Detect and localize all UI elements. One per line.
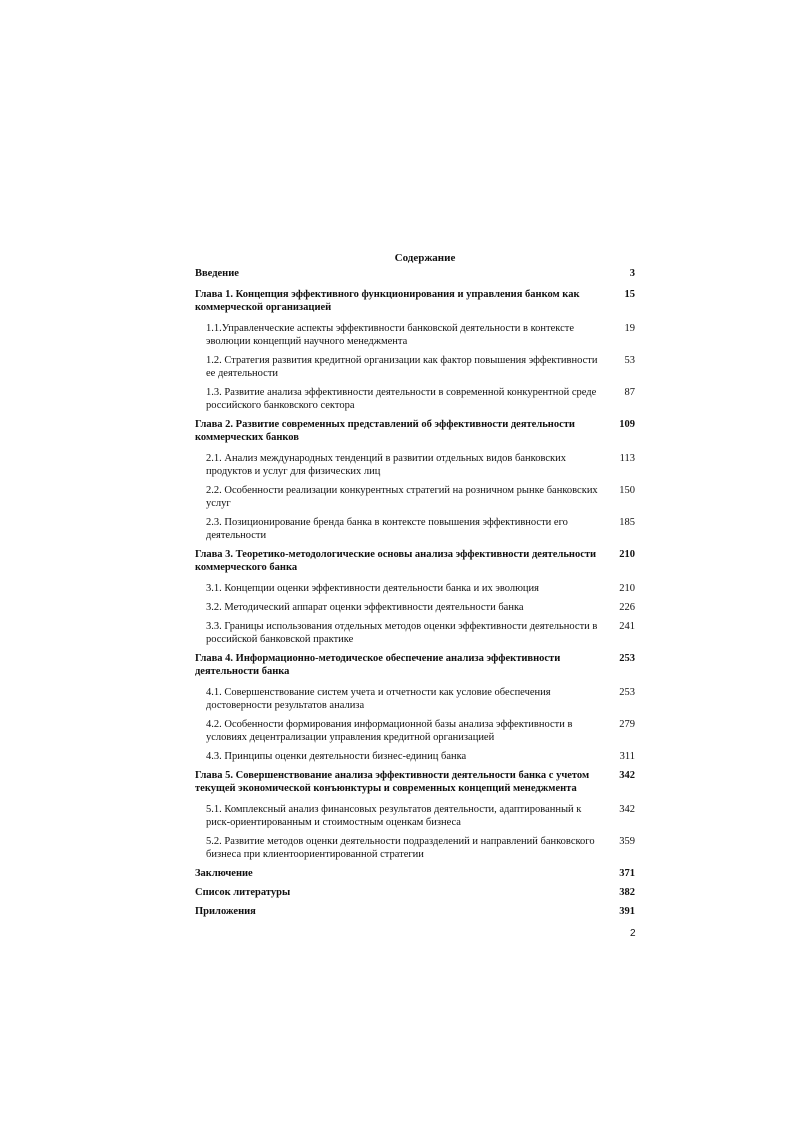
toc-entry-title: 4.3. Принципы оценки деятельности бизнес-единиц банка	[206, 751, 467, 762]
toc-entry-page: 109	[619, 419, 635, 430]
toc-entry-page: 241	[619, 621, 635, 632]
toc-entry-page: 3	[629, 268, 635, 279]
toc-entry	[195, 484, 635, 510]
toc-entry-page: 15	[624, 289, 635, 300]
toc-entry-title: 2.1. Анализ международных тенденций в развитии отдельных видов банковских продуктов и услуг для физических лиц	[206, 453, 566, 477]
toc-entry	[195, 886, 635, 899]
toc-entry-title: 2.3. Позиционирование бренда банка в контексте повышения эффективности его деятельности	[206, 517, 568, 541]
toc-entry-page: 150	[619, 485, 635, 496]
toc-entry-page: 382	[619, 887, 635, 898]
toc-entry-page: 253	[619, 687, 635, 698]
toc-entry	[195, 452, 635, 478]
toc-entry-title: Глава 2. Развитие современных представлений об эффективности деятельности коммерческих банков	[195, 419, 575, 443]
toc-entry-title: 3.1. Концепции оценки эффективности деятельности банка и их эволюция	[206, 583, 539, 594]
toc-entry-title: 1.3. Развитие анализа эффективности деятельности в современной конкурентной среде российского банковского сектора	[206, 387, 597, 411]
toc-entry	[195, 620, 635, 646]
toc-entry-page: 342	[619, 770, 635, 781]
toc-entry	[195, 750, 635, 763]
toc-entry-title: 4.1. Совершенствование систем учета и отчетности как условие обеспечения достоверности результатов анализа	[206, 687, 551, 711]
toc-entry	[195, 548, 635, 574]
toc-entry	[195, 803, 635, 829]
toc-entry	[195, 905, 635, 918]
toc-entry-page: 342	[619, 804, 635, 815]
toc-entry-title: 5.2. Развитие методов оценки деятельности подразделений и направлений банковского бизнеса при клиентоориентированной стратегии	[206, 836, 595, 860]
toc-entry-page: 371	[619, 868, 635, 879]
toc-entry-title: 5.1. Комплексный анализ финансовых результатов деятельности, адаптированный к риск-ориентированным и стоимостным оценкам бизнеса	[206, 804, 582, 828]
toc-entry-page: 185	[619, 517, 635, 528]
toc-entry	[195, 267, 635, 280]
toc-entry	[195, 386, 635, 412]
toc-entry-page: 210	[619, 583, 635, 594]
toc-entry	[195, 867, 635, 880]
table-of-contents	[195, 267, 635, 924]
toc-entry-title: 1.2. Стратегия развития кредитной организации как фактор повышения эффективности ее деятельности	[206, 355, 598, 379]
toc-entry-page: 226	[619, 602, 635, 613]
toc-entry-title: Глава 1. Концепция эффективного функционирования и управления банком как коммерческой организацией	[195, 289, 580, 313]
toc-entry-title: Введение	[195, 268, 239, 279]
page-number: 2	[630, 928, 636, 939]
toc-entry-title: Глава 5. Совершенствование анализа эффективности деятельности банка с учетом текущей экономической конъюнктуры и современных концепций менеджмента	[195, 770, 590, 794]
toc-entry-title: 1.1.Управленческие аспекты эффективности банковской деятельности в контексте эволюции концепций научного менеджмента	[206, 323, 575, 347]
toc-entry	[195, 354, 635, 380]
toc-entry-title: Список литературы	[195, 887, 291, 898]
toc-entry-title: 3.3. Границы использования отдельных методов оценки эффективности деятельности в российской банковской практике	[206, 621, 598, 645]
toc-entry	[195, 582, 635, 595]
toc-entry	[195, 652, 635, 678]
toc-entry-page: 113	[619, 453, 635, 464]
toc-entry	[195, 835, 635, 861]
toc-entry-page: 279	[619, 719, 635, 730]
toc-entry-title: 2.2. Особенности реализации конкурентных стратегий на розничном рынке банковских услуг	[206, 485, 598, 509]
toc-entry-page: 253	[619, 653, 635, 664]
toc-entry-page: 391	[619, 906, 635, 917]
toc-entry-page: 53	[624, 355, 635, 366]
toc-entry-title: Заключение	[195, 868, 253, 879]
toc-entry-title: 3.2. Методический аппарат оценки эффективности деятельности банка	[206, 602, 524, 613]
toc-entry-page: 311	[619, 751, 635, 762]
toc-entry-title: Глава 4. Информационно-методическое обеспечение анализа эффективности деятельности банка	[195, 653, 561, 677]
toc-entry	[195, 288, 635, 314]
toc-entry-page: 359	[619, 836, 635, 847]
toc-entry-title: Глава 3. Теоретико-методологические основы анализа эффективности деятельности коммерческого банка	[195, 549, 597, 573]
toc-entry-page: 19	[624, 323, 635, 334]
toc-entry-title: 4.2. Особенности формирования информационной базы анализа эффективности в условиях децентрализации управления кредитной организацией	[206, 719, 573, 743]
toc-entry-page: 87	[624, 387, 635, 398]
toc-entry	[195, 516, 635, 542]
toc-entry	[195, 718, 635, 744]
toc-entry-title: Приложения	[195, 906, 256, 917]
toc-entry	[195, 686, 635, 712]
toc-entry	[195, 769, 635, 795]
toc-entry-page: 210	[619, 549, 635, 560]
toc-title: Содержание	[394, 252, 456, 264]
toc-entry	[195, 418, 635, 444]
toc-entry	[195, 601, 635, 614]
toc-entry	[195, 322, 635, 348]
